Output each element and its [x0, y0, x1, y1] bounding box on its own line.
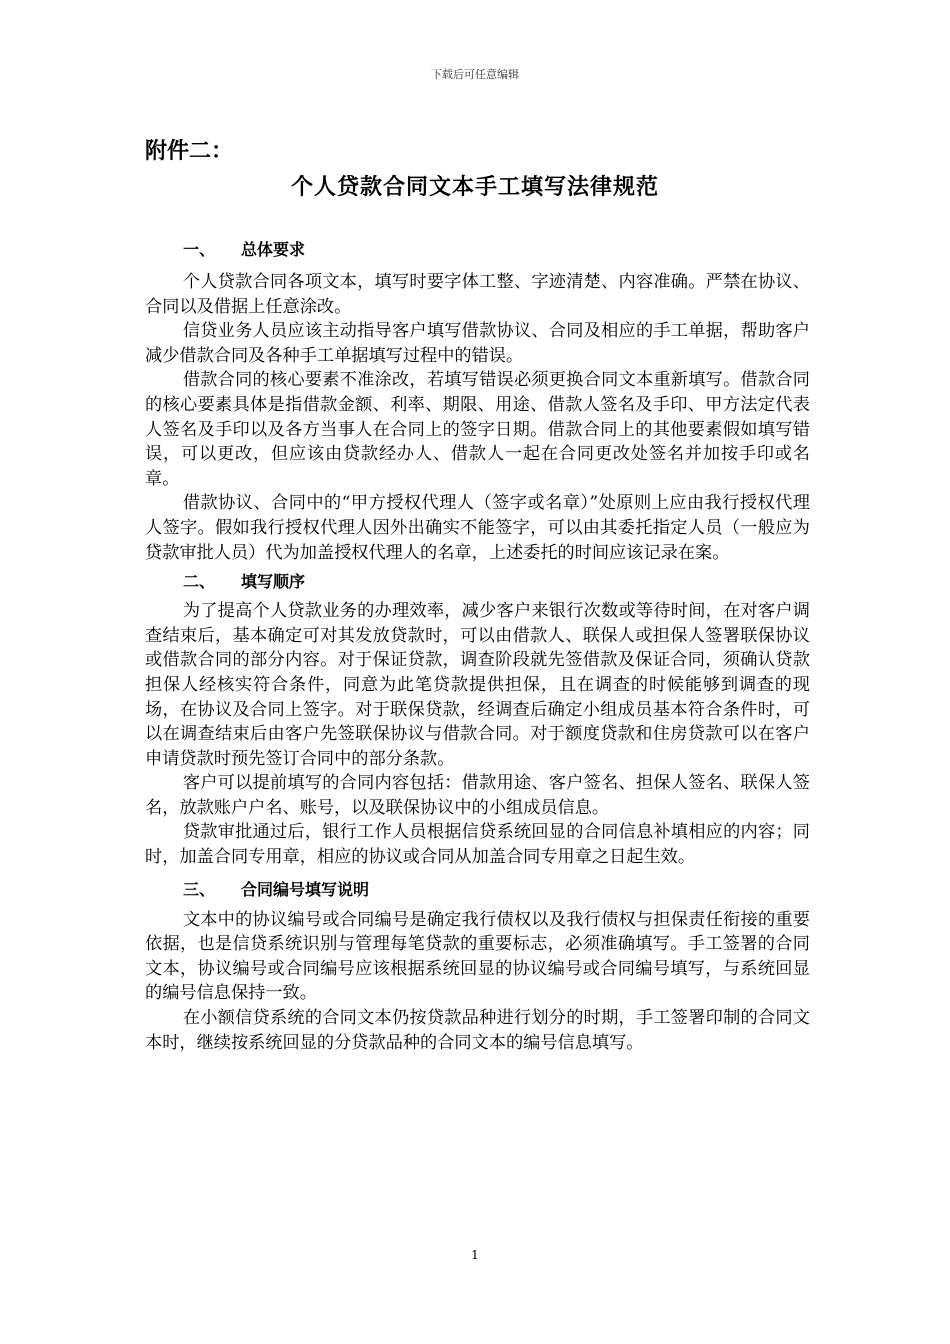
attachment-label: 附件二： [145, 139, 234, 164]
paragraph: 在小额信贷系统的合同文本仍按贷款品种进行划分的时期，手工签署印制的合同文本时，继续按系统回显的分贷款品种的合同文本的编号信息填写。 [145, 1008, 810, 1053]
paragraph: 文本中的协议编号或合同编号是确定我行债权以及我行债权与担保责任衔接的重要依据，也是信贷系统识别与管理每笔贷款的重要标志，必须准确填写。手工签署的合同文本，协议编号或合同编号应该根据系统回显的协议编号或合同编号填写，与系统回显的编号信息保持一致。 [145, 909, 810, 1004]
section-heading-1 [145, 238, 810, 262]
paragraph: 借款协议、合同中的“甲方授权代理人（签字或名章）”处原则上应由我行授权代理人签字。假如我行授权代理人因外出确实不能签字，可以由其委托指定人员（一般应为贷款审批人员）代为加盖授权代理人的名章，上述委托的时间应该记录在案。 [145, 493, 810, 563]
document-body [145, 238, 810, 1055]
header-note: 下载后可任意编辑 [431, 68, 519, 81]
section-number: 一、 [183, 240, 216, 259]
paragraph: 借款合同的核心要素不准涂改，若填写错误必须更换合同文本重新填写。借款合同的核心要素具体是指借款金额、利率、期限、用途、借款人签名及手印、甲方法定代表人签名及手印以及各方当事人在合同上的签字日期。借款合同上的其他要素假如填写错误，可以更改，但应该由贷款经办人、借款人一起在合同更改处签名并加按手印或名章。 [145, 370, 810, 489]
paragraph: 信贷业务人员应该主动指导客户填写借款协议、合同及相应的手工单据，帮助客户减少借款合同及各种手工单据填写过程中的错误。 [145, 321, 810, 366]
document-title: 个人贷款合同文本手工填写法律规范 [290, 175, 659, 200]
section-heading-2 [145, 570, 810, 594]
page-number: 1 [471, 1248, 479, 1262]
paragraph: 贷款审批通过后，银行工作人员根据信贷系统回显的合同信息补填相应的内容；同时，加盖合同专用章，相应的协议或合同从加盖合同专用章之日起生效。 [145, 822, 810, 868]
section-heading-3 [145, 878, 810, 902]
section-number: 三、 [183, 879, 216, 899]
section-number: 二、 [183, 572, 216, 592]
section-title: 总体要求 [241, 240, 306, 259]
paragraph: 个人贷款合同各项文本，填写时要字体工整、字迹清楚、内容准确。严禁在协议、合同以及借据上任意涂改。 [145, 272, 810, 317]
section-title: 合同编号填写说明 [241, 879, 370, 899]
paragraph: 为了提高个人贷款业务的办理效率，减少客户来银行次数或等待时间，在对客户调查结束后，基本确定可对其发放贷款时，可以由借款人、联保人或担保人签署联保协议或借款合同的部分内容。对于保证贷款，调查阶段就先签借款及保证合同，须确认贷款担保人经核实符合条件，同意为此笔贷款提供担保，且在调查的时候能够到调查的现场，在协议及合同上签字。对于联保贷款，经调查后确定小组成员基本符合条件时，可以在调查结束后由客户先签联保协议与借款合同。对于额度贷款和住房贷款可以在客户申请贷款时预先签订合同中的部分条款。 [145, 601, 810, 769]
section-title: 填写顺序 [241, 572, 306, 592]
paragraph: 客户可以提前填写的合同内容包括：借款用途、客户签名、担保人签名、联保人签名，放款账户户名、账号，以及联保协议中的小组成员信息。 [145, 773, 810, 818]
